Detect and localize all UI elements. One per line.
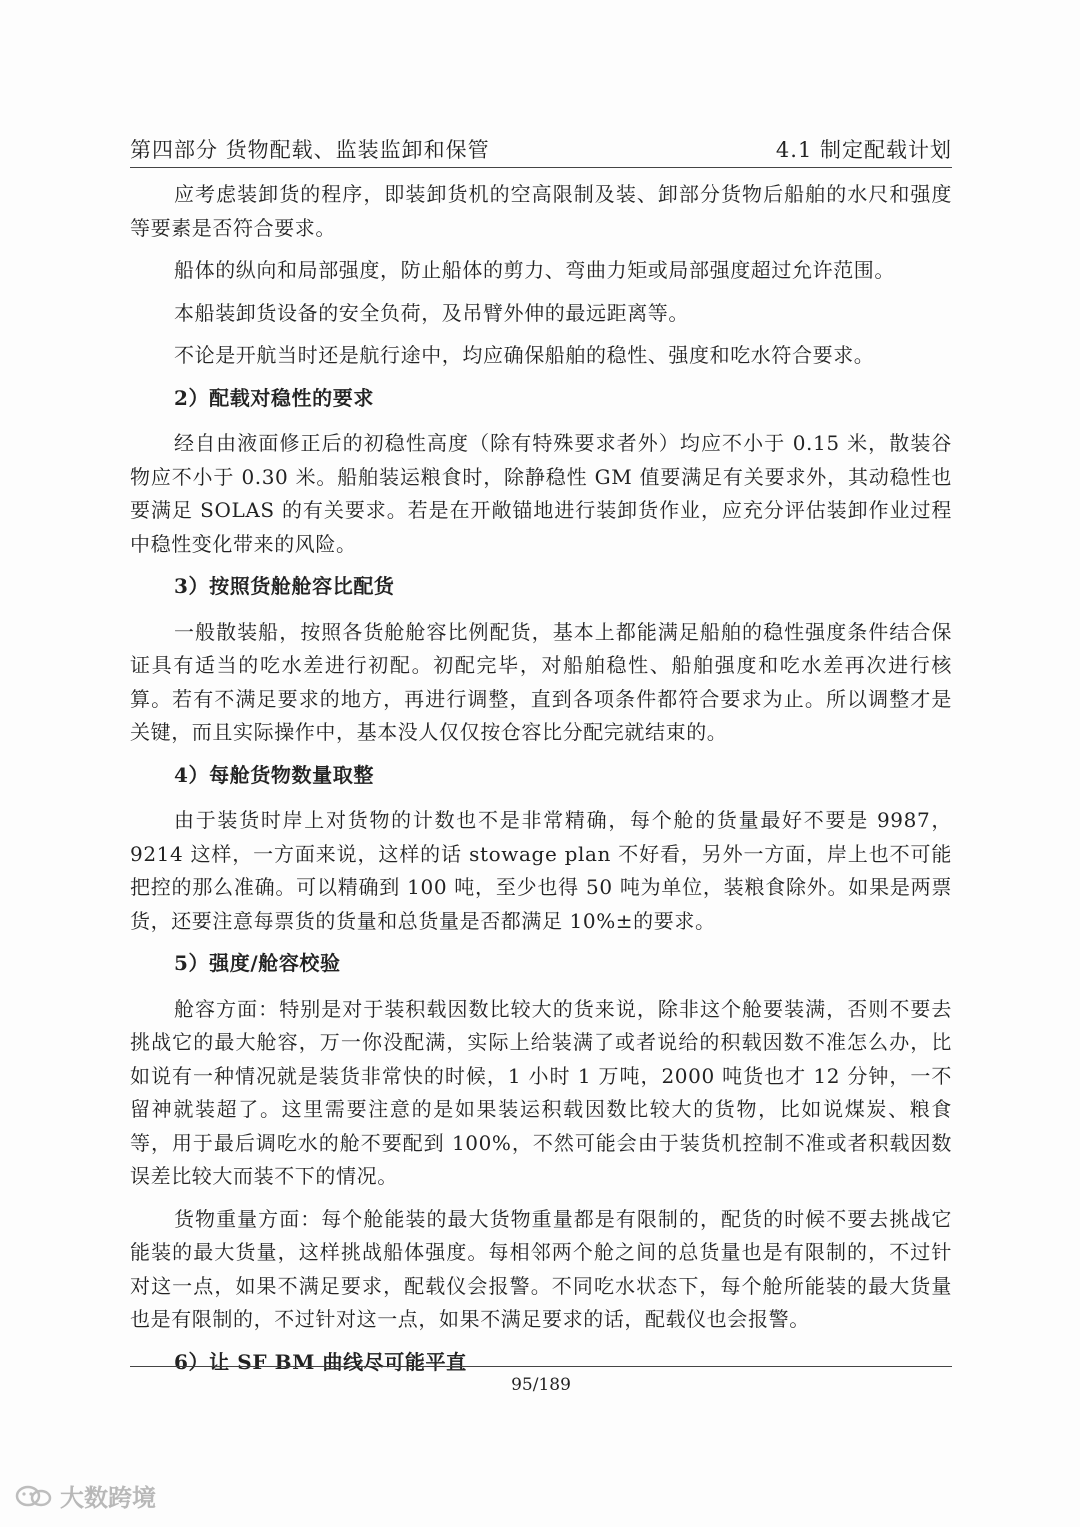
section-heading: 3）按照货舱舱容比配货 [174, 574, 395, 598]
body-paragraph: 船体的纵向和局部强度，防止船体的剪力、弯曲力矩或局部强度超过允许范围。 [174, 258, 895, 282]
body-paragraph: 货物重量方面：每个舱能装的最大货物重量都是有限制的，配货的时候不要去挑战它能装的最大货量，这样挑战船体强度。每相邻两个舱之间的总货量也是有限制的，不过针对这一点，如果不满足要求，配载仪会报警。不同吃水状态下，每个舱所能装的最大货量也是有限制的，不过针对这一点，如果不满足要求的话，配载仪也会报警。 [130, 1206, 952, 1331]
body-paragraph: 不论是开航当时还是航行途中，均应确保船舶的稳性、强度和吃水符合要求。 [174, 343, 875, 367]
body-paragraph: 本船装卸货设备的安全负荷，及吊臂外伸的最远距离等。 [174, 300, 689, 325]
section-heading: 6）让 SF BM 曲线尽可能平直 [174, 1349, 467, 1374]
body-paragraph: 应考虑装卸货的程序，即装卸货机的空高限制及装、卸部分货物后船舶的水尺和强度等要素是否符合要求。 [130, 182, 952, 240]
section-heading: 5）强度/舱容校验 [174, 951, 341, 975]
body-paragraph: 由于装货时岸上对货物的计数也不是非常精确，每个舱的货量最好不要是 9987，9214 这样，一方面来说，这样的话 stowage plan 不好看，另外一方面，岸上也不可能把控的那么准确。可以精确到 100 吨，至少也得 50 吨为单位，装粮食除外。如果是两票货，还要注意每票货的货量和总货量是否都满足 10%±的要求。 [130, 808, 952, 933]
header-chapter-title: 4.1 制定配载计划 [775, 138, 952, 162]
page-header [130, 128, 952, 168]
body-paragraph: 舱容方面：特别是对于装积载因数比较大的货来说，除非这个舱要装满，否则不要去挑战它的最大舱容，万一你没配满，实际上给装满了或者说给的积载因数不准怎么办，比如说有一种情况就是装货非常快的时候，1 小时 1 万吨，2000 吨货也才 12 分钟，一不留神就装超了。这里需要注意的是如果装运积载因数比较大的货物，比如说煤炭、粮食等，用于最后调吃水的舱不要配到 100%，不然可能会由于装货机控制不准或者积载因数误差比较大而装不下的情况。 [130, 996, 952, 1188]
body-paragraph: 经自由液面修正后的初稳性高度（除有特殊要求者外）均应不小于 0.15 米，散装谷物应不小于 0.30 米。船舶装运粮食时，除静稳性 GM 值要满足有关要求外，其动稳性也要满足 SOLAS 的有关要求。若是在开敞锚地进行装卸货作业，应充分评估装卸作业过程中稳性变化带来的风险。 [130, 431, 952, 556]
watermark-text: 大数跨境 [60, 1484, 156, 1512]
footer-divider [130, 1366, 952, 1367]
body-paragraph: 一般散装船，按照各货舱舱容比例配货，基本上都能满足船舶的稳性强度条件结合保证具有适当的吃水差进行初配。初配完毕，对船舶稳性、船舶强度和吃水差再次进行核算。若有不满足要求的地方，再进行调整，直到各项条件都符合要求为止。所以调整才是关键，而且实际操作中，基本没人仅仅按仓容比分配完就结束的。 [130, 619, 952, 744]
section-heading: 4）每舱货物数量取整 [174, 762, 374, 787]
header-section-title: 第四部分 货物配载、监装监卸和保管 [130, 138, 490, 162]
watermark [14, 1478, 156, 1513]
watermark-logo-icon [14, 1482, 54, 1510]
page-content [130, 178, 952, 1391]
page-number: 95/189 [511, 1375, 571, 1395]
section-heading: 2）配载对稳性的要求 [174, 385, 374, 410]
